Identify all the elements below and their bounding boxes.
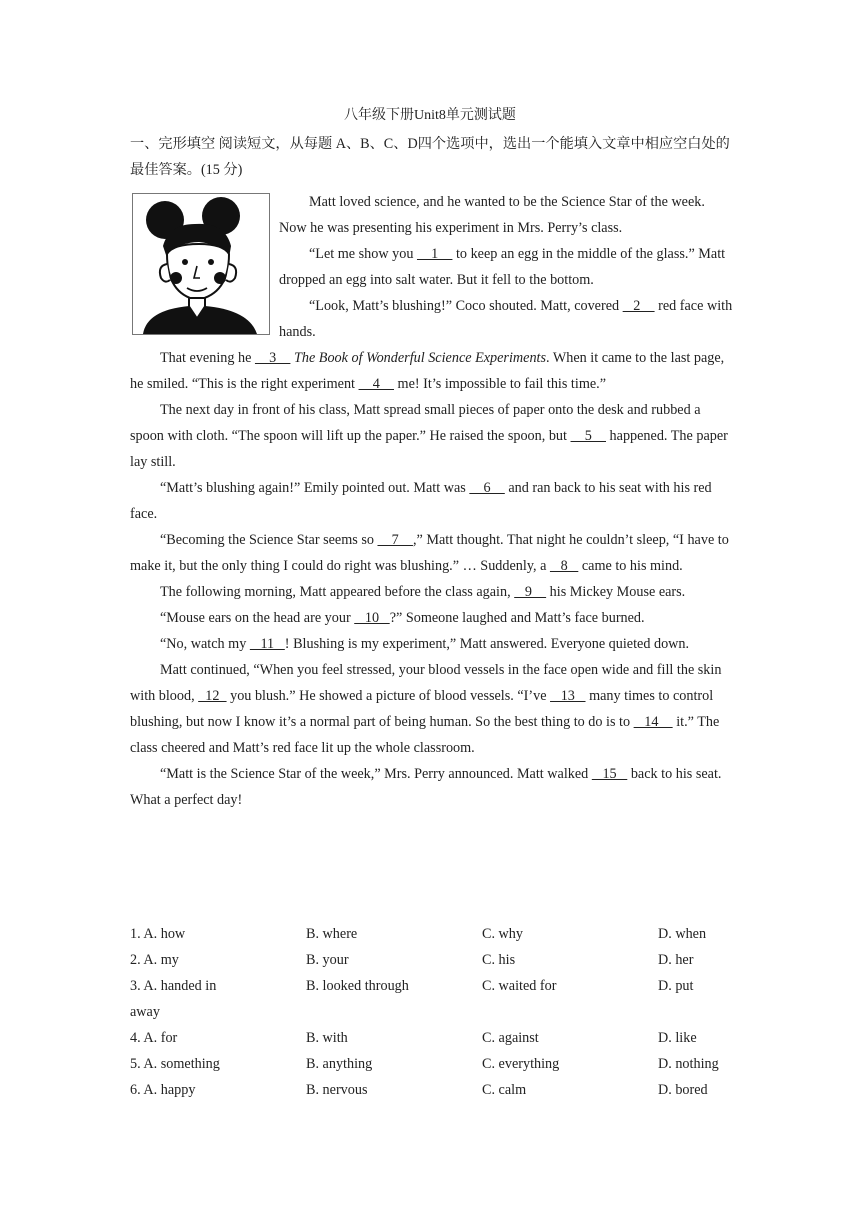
passage-paragraph-8: The following morning, Matt appeared before the class again, 9 his Mickey Mouse ears.	[160, 584, 686, 600]
passage-paragraph-11: Matt continued, “When you feel stressed, your blood vessels in the face open wide and fill the skin with blood, 12 you blush.” He showed a picture of blood vessels. “I’ve 13 many times to control blushing, but now I know it’s a normal part of being human. So the best thing to do is to 14 it.” The class cheered and Matt’s red face lit up the whole classroom.	[130, 662, 722, 756]
blank-15: 15	[591, 766, 628, 782]
blank-5: 5	[570, 428, 606, 444]
blank-4: 4	[358, 376, 394, 392]
option-d: D. her	[658, 952, 694, 968]
option-c: C. everything	[482, 1056, 560, 1072]
option-a: 4. A. for	[130, 1030, 178, 1046]
passage-paragraph-10: “No, watch my 11 ! Blushing is my experiment,” Matt answered. Everyone quieted down.	[160, 636, 690, 652]
passage-paragraph-1: Matt loved science, and he wanted to be the Science Star of the week. Now he was presenting his experiment in Mrs. Perry’s class.	[279, 194, 705, 236]
blank-14: 14	[633, 714, 673, 730]
book-title: The Book of Wonderful Science Experiments	[293, 350, 546, 366]
option-row-1	[130, 921, 750, 947]
blank-7: 7	[377, 532, 413, 548]
option-row-3	[130, 973, 750, 999]
passage-paragraph-7: “Becoming the Science Star seems so 7 ,” Matt thought. That night he couldn’t sleep, “I have to make it, but the only thing I could do right was blushing.” … Suddenly, a 8 came to his mind.	[130, 532, 729, 574]
option-b: B. anything	[306, 1056, 373, 1072]
option-a: 2. A. my	[130, 952, 179, 968]
passage-paragraph-3: “Look, Matt’s blushing!” Coco shouted. Matt, covered 2 red face with hands.	[279, 298, 733, 340]
option-d: D. put	[658, 978, 694, 994]
passage-paragraph-2: “Let me show you 1 to keep an egg in the middle of the glass.” Matt dropped an egg into salt water. But it fell to the bottom.	[279, 246, 726, 288]
option-b: B. nervous	[306, 1082, 368, 1098]
passage-paragraph-4: That evening he 3 The Book of Wonderful Science Experiments. When it came to the last page, he smiled. “This is the right experiment 4 me! It’s impossible to fail this time.”	[130, 350, 725, 392]
option-d: D. nothing	[658, 1056, 719, 1072]
blank-11: 11	[249, 636, 285, 652]
option-c: C. against	[482, 1030, 539, 1046]
passage-paragraph-5: The next day in front of his class, Matt spread small pieces of paper onto the desk and rubbed a spoon with cloth. “The spoon will lift up the paper.” He raised the spoon, but 5 happened. The paper lay still.	[130, 402, 728, 470]
answer-options	[130, 921, 750, 1103]
blank-12: 12	[198, 688, 227, 704]
blank-6: 6	[469, 480, 505, 496]
blank-2: 2	[622, 298, 655, 314]
option-b: B. looked through	[306, 978, 409, 994]
option-a: 5. A. something	[130, 1056, 220, 1072]
option-a: 6. A. happy	[130, 1082, 196, 1098]
option-b: B. where	[306, 926, 358, 942]
page-title: 八年级下册Unit8单元测试题	[344, 108, 516, 123]
option-c: C. his	[482, 952, 516, 968]
blank-13: 13	[550, 688, 586, 704]
option-d: D. like	[658, 1030, 697, 1046]
option-d: D. when	[658, 926, 707, 942]
option-b: B. with	[306, 1030, 348, 1046]
option-c: C. waited for	[482, 978, 557, 994]
option-row-2	[130, 947, 750, 973]
option-continuation: away	[130, 1004, 160, 1020]
option-c: C. why	[482, 926, 523, 942]
option-a: 1. A. how	[130, 926, 186, 942]
cloze-passage	[130, 189, 736, 813]
option-c: C. calm	[482, 1082, 527, 1098]
passage-paragraph-12: “Matt is the Science Star of the week,” Mrs. Perry announced. Matt walked 15 back to his seat. What a perfect day!	[130, 766, 722, 808]
option-row-6	[130, 1077, 750, 1103]
section-heading: 一、完形填空 阅读短文，从每题 A、B、C、D四个选项中，选出一个能填入文章中相应空白处的最佳答案。(15 分)	[130, 136, 730, 178]
option-row-4	[130, 1025, 750, 1051]
passage-paragraph-6: “Matt’s blushing again!” Emily pointed out. Matt was 6 and ran back to his seat with his red face.	[130, 480, 712, 522]
blank-9: 9	[514, 584, 547, 600]
blank-10: 10	[354, 610, 390, 626]
blank-8: 8	[549, 558, 579, 574]
option-b: B. your	[306, 952, 349, 968]
option-d: D. bored	[658, 1082, 708, 1098]
passage-paragraph-9: “Mouse ears on the head are your 10 ?” Someone laughed and Matt’s face burned.	[160, 610, 645, 626]
option-a: 3. A. handed in	[130, 978, 217, 994]
blank-3: 3	[254, 350, 291, 366]
option-row-5	[130, 1051, 750, 1077]
blank-1: 1	[416, 246, 453, 262]
